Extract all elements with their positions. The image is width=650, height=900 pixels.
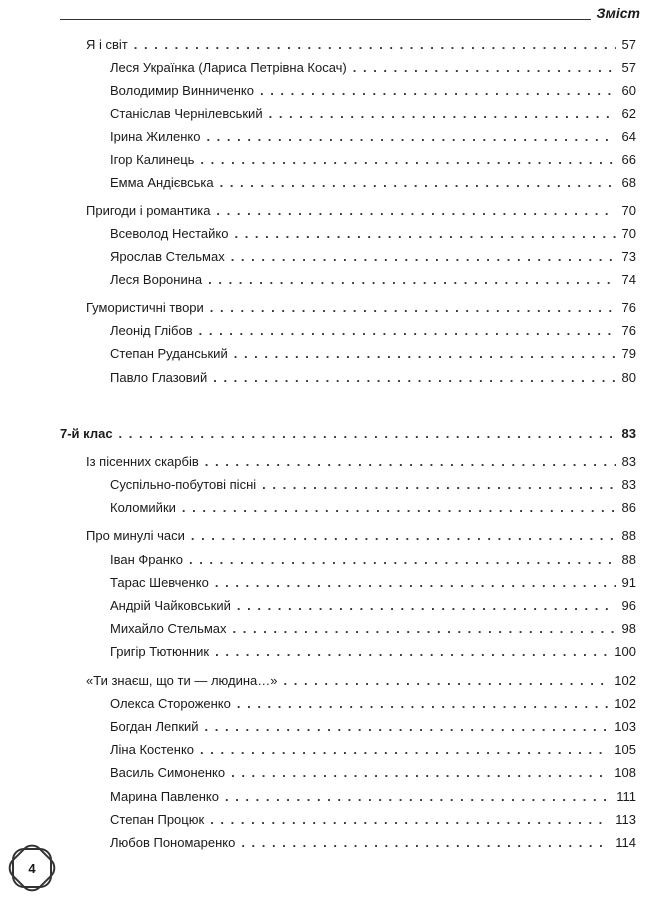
toc-item-entry[interactable] <box>110 272 636 290</box>
dot-leader <box>225 789 610 804</box>
dot-leader <box>215 575 616 590</box>
toc-entry-page: 57 <box>621 37 636 52</box>
toc-entry-page: 111 <box>616 789 636 804</box>
toc-item-entry[interactable] <box>110 552 636 570</box>
toc-entry-page: 76 <box>621 300 636 315</box>
toc-class-entry[interactable] <box>60 426 636 444</box>
toc-entry-page: 83 <box>621 426 636 441</box>
toc-entry-label: Ярослав Стельмах <box>110 249 225 264</box>
dot-leader <box>215 644 608 659</box>
toc-entry-label: Ліна Костенко <box>110 742 195 757</box>
toc-entry-page: 70 <box>621 226 636 241</box>
toc-entry-page: 83 <box>621 477 636 492</box>
toc-entry-page: 60 <box>621 83 636 98</box>
dot-leader <box>231 249 616 264</box>
toc-item-entry[interactable] <box>110 60 636 78</box>
toc-entry-label: Леся Українка (Лариса Петрівна Косач) <box>110 60 347 75</box>
toc-entry-label: Ірина Жиленко <box>110 129 201 144</box>
dot-leader <box>213 370 615 385</box>
toc-entry-label: Степан Руданський <box>110 346 228 361</box>
toc-entry-label: Емма Андієвська <box>110 175 214 190</box>
section-title: Зміст <box>591 5 640 21</box>
toc-entry-page: 113 <box>615 812 636 827</box>
dot-leader <box>134 37 616 52</box>
toc-entry-label: «Ти знаєш, що ти — людина…» <box>86 673 278 688</box>
toc-item-entry[interactable] <box>110 696 636 714</box>
toc-entry-label: Леонід Глібов <box>110 323 193 338</box>
toc-item-entry[interactable] <box>110 500 636 518</box>
toc-entry-label: Гумористичні твори <box>86 300 204 315</box>
toc-entry-label: Пригоди і романтика <box>86 203 211 218</box>
toc-entry-page: 83 <box>621 454 636 469</box>
toc-entry-label: Про минулі часи <box>86 528 185 543</box>
dot-leader <box>234 226 615 241</box>
toc-entry-label: Іван Франко <box>110 552 183 567</box>
toc-section-entry[interactable] <box>86 454 636 472</box>
toc-item-entry[interactable] <box>110 765 636 783</box>
toc-item-entry[interactable] <box>110 575 636 593</box>
toc-entry-page: 96 <box>621 598 636 613</box>
dot-leader <box>234 346 616 361</box>
toc-entry-label: Григір Тютюнник <box>110 644 210 659</box>
toc-entry-label: Володимир Винниченко <box>110 83 254 98</box>
toc-entry-label: Із пісенних скарбів <box>86 454 199 469</box>
toc-entry-page: 74 <box>621 272 636 287</box>
toc-item-entry[interactable] <box>110 106 636 124</box>
toc-entry-page: 103 <box>614 719 636 734</box>
toc-entry-label: Михайло Стельмах <box>110 621 227 636</box>
toc-entry-page: 91 <box>621 575 636 590</box>
toc-section-entry[interactable] <box>86 37 636 55</box>
toc-item-entry[interactable] <box>110 789 636 807</box>
toc-entry-label: Я і світ <box>86 37 128 52</box>
dot-leader <box>119 426 616 441</box>
dot-leader <box>208 272 615 287</box>
toc-entry-label: Марина Павленко <box>110 789 219 804</box>
toc-entry-page: 57 <box>621 60 636 75</box>
toc-item-entry[interactable] <box>110 621 636 639</box>
toc-entry-label: Павло Глазовий <box>110 370 208 385</box>
toc-item-entry[interactable] <box>110 477 636 495</box>
dot-leader <box>210 300 616 315</box>
toc-entry-label: Суспільно-побутові пісні <box>110 477 257 492</box>
toc-item-entry[interactable] <box>110 83 636 101</box>
toc-item-entry[interactable] <box>110 226 636 244</box>
toc-entry-page: 70 <box>621 203 636 218</box>
dot-leader <box>260 83 616 98</box>
dot-leader <box>233 621 616 636</box>
toc-item-entry[interactable] <box>110 719 636 737</box>
dot-leader <box>284 673 609 688</box>
toc-entry-label: 7-й клас <box>60 426 113 441</box>
header-rule <box>60 19 640 20</box>
toc-entry-page: 76 <box>621 323 636 338</box>
toc-item-entry[interactable] <box>110 346 636 364</box>
toc-entry-page: 68 <box>621 175 636 190</box>
toc-entry-label: Андрій Чайковський <box>110 598 231 613</box>
toc-entry-label: Степан Процюк <box>110 812 205 827</box>
toc-entry-page: 105 <box>614 742 636 757</box>
toc-item-entry[interactable] <box>110 835 636 853</box>
toc-item-entry[interactable] <box>110 742 636 760</box>
dot-leader <box>241 835 609 850</box>
toc-entry-label: Любов Пономаренко <box>110 835 236 850</box>
toc-item-entry[interactable] <box>110 323 636 341</box>
toc-entry-page: 62 <box>621 106 636 121</box>
toc-entry-page: 88 <box>621 552 636 567</box>
toc-item-entry[interactable] <box>110 175 636 193</box>
toc-entry-page: 80 <box>621 370 636 385</box>
dot-leader <box>262 477 615 492</box>
toc-item-entry[interactable] <box>110 370 636 388</box>
toc-entry-label: Олекса Стороженко <box>110 696 231 711</box>
toc-item-entry[interactable] <box>110 249 636 267</box>
toc-entry-page: 88 <box>621 528 636 543</box>
toc-entry-page: 66 <box>621 152 636 167</box>
page-number-badge <box>12 848 52 888</box>
toc-item-entry[interactable] <box>110 812 636 830</box>
dot-leader <box>205 454 616 469</box>
dot-leader <box>182 500 616 515</box>
dot-leader <box>231 765 608 780</box>
toc-section-entry[interactable] <box>86 528 636 546</box>
toc-entry-label: Богдан Лепкий <box>110 719 199 734</box>
toc-section-entry[interactable] <box>86 673 636 691</box>
dot-leader <box>237 696 608 711</box>
dot-leader <box>269 106 616 121</box>
toc-entry-page: 73 <box>621 249 636 264</box>
dot-leader <box>237 598 616 613</box>
dot-leader <box>200 152 615 167</box>
toc-entry-page: 79 <box>621 346 636 361</box>
dot-leader <box>191 528 616 543</box>
toc-item-entry[interactable] <box>110 598 636 616</box>
toc-entry-page: 100 <box>614 644 636 659</box>
toc-item-entry[interactable] <box>110 152 636 170</box>
dot-leader <box>189 552 616 567</box>
page-number: 4 <box>28 860 36 876</box>
toc-entry-label: Коломийки <box>110 500 176 515</box>
dot-leader <box>205 719 609 734</box>
dot-leader <box>353 60 616 75</box>
toc-section-entry[interactable] <box>86 300 636 318</box>
toc-entry-page: 102 <box>614 673 636 688</box>
toc-entry-label: Станіслав Чернілевський <box>110 106 263 121</box>
dot-leader <box>200 742 608 757</box>
toc-entry-page: 64 <box>621 129 636 144</box>
toc-item-entry[interactable] <box>110 129 636 147</box>
dot-leader <box>210 812 609 827</box>
toc-section-entry[interactable] <box>86 203 636 221</box>
dot-leader <box>206 129 615 144</box>
toc-entry-page: 86 <box>621 500 636 515</box>
dot-leader <box>199 323 616 338</box>
toc-entry-label: Тарас Шевченко <box>110 575 209 590</box>
toc-entry-page: 98 <box>621 621 636 636</box>
toc-entry-label: Василь Симоненко <box>110 765 226 780</box>
toc-item-entry[interactable] <box>110 644 636 662</box>
toc-entry-page: 108 <box>614 765 636 780</box>
dot-leader <box>216 203 615 218</box>
toc-entry-label: Всеволод Нестайко <box>110 226 229 241</box>
dot-leader <box>220 175 616 190</box>
toc-entry-label: Леся Воронина <box>110 272 203 287</box>
toc-entry-page: 102 <box>614 696 636 711</box>
toc-entry-page: 114 <box>615 835 636 850</box>
toc-entry-label: Ігор Калинець <box>110 152 195 167</box>
